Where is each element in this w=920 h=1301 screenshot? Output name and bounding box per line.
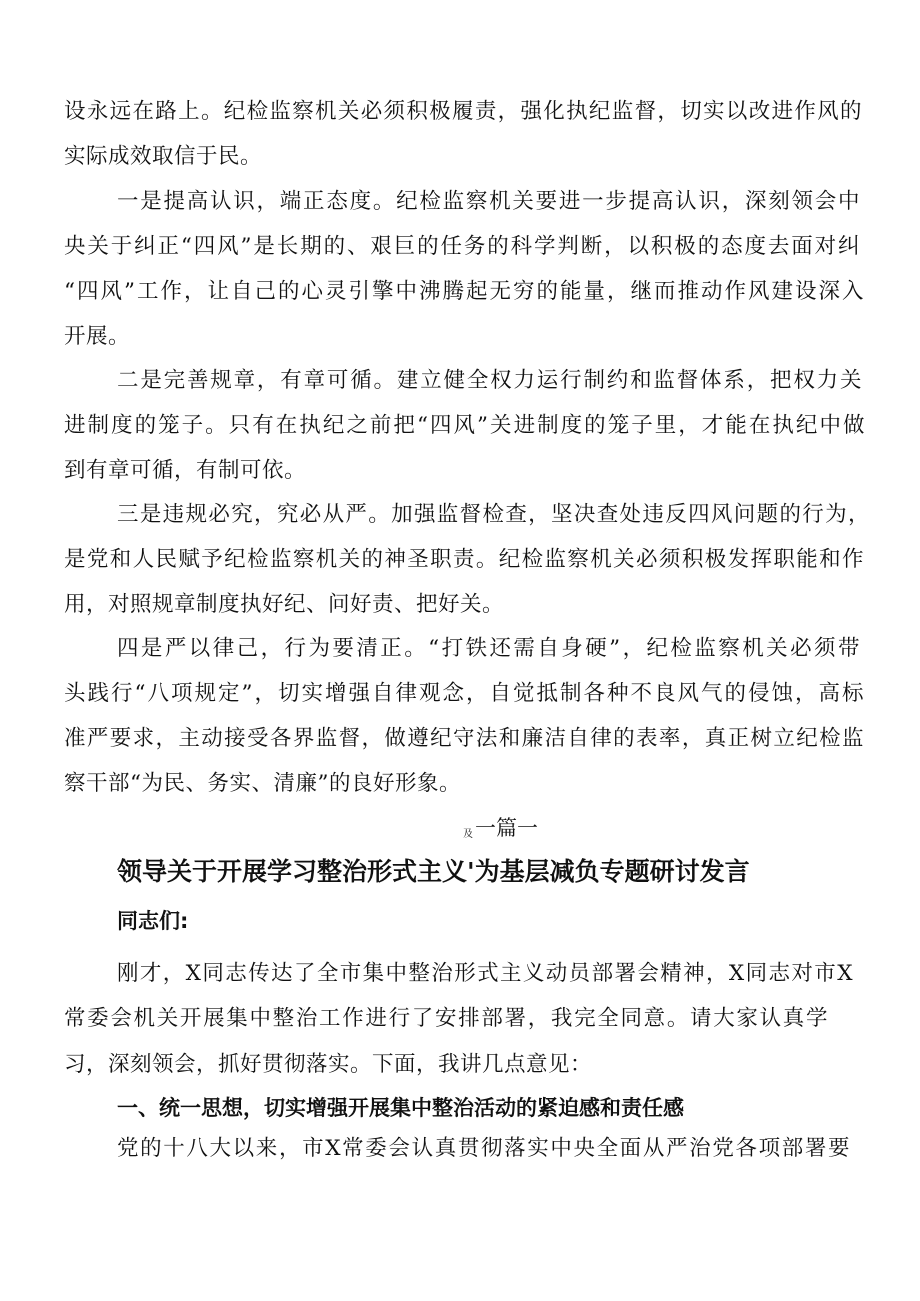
divider-label: 一篇一 xyxy=(475,816,538,840)
text-line: 习，深刻领会，抓好贯彻落实。下面，我讲几点意见： xyxy=(64,1052,593,1077)
text-line: 四是严以律己，行为要清正。“打铁还需自身硬”，纪检监察机关必须带 xyxy=(117,636,860,661)
text-line: 头践行“八项规定”，切实增强自律观念，自觉抵制各种不良风气的侵蚀，高标 xyxy=(64,681,864,706)
text-line: 到有章可循，有制可依。 xyxy=(64,458,307,483)
section-divider xyxy=(463,813,538,850)
text-line: 央关于纠正“四风”是长期的、艰巨的任务的科学判断，以积极的态度去面对纠 xyxy=(64,234,860,259)
text-line: 二是完善规章，有章可循。建立健全权力运行制约和监督体系，把权力关 xyxy=(117,368,862,393)
section-subheading: 一、统一思想，切实增强开展集中整治活动的紧迫感和责任感 xyxy=(117,1096,684,1120)
text-line: 实际成效取信于民。 xyxy=(64,144,263,169)
text-line: 一是提高认识，端正态度。纪检监察机关要进一步提高认识，深刻领会中 xyxy=(117,189,860,214)
text-line: 刚才，X同志传达了全市集中整治形式主义动员部署会精神，X同志对市X xyxy=(117,961,853,986)
text-line: 党的十八大以来，市X常委会认真贯彻落实中央全面从严治党各项部署要 xyxy=(117,1136,850,1161)
text-line: 常委会机关开展集中整治工作进行了安排部署，我完全同意。请大家认真学 xyxy=(64,1006,828,1031)
text-line: 用，对照规章制度执好纪、问好责、把好关。 xyxy=(64,592,505,617)
text-line: 开展。 xyxy=(64,324,131,349)
text-line: 是党和人民赋予纪检监察机关的神圣职责。纪检监察机关必须积极发挥职能和作 xyxy=(64,547,864,572)
article-title: 领导关于开展学习整治形式主义'为基层减负专题研讨发言 xyxy=(117,857,750,886)
text-line: 准严要求，主动接受各界监督，做遵纪守法和廉洁自律的表率，真正树立纪检监 xyxy=(64,726,864,751)
salutation: 同志们: xyxy=(117,909,189,933)
text-line: 三是违规必究，究必从严。加强监督检查，坚决查处违反四风问题的行为， xyxy=(117,502,870,527)
text-line: 进制度的笼子。只有在执纪之前把“四风”关进制度的笼子里，才能在执纪中做 xyxy=(64,413,865,438)
text-line: “四风”工作，让自己的心灵引擎中沸腾起无穷的能量，继而推动作风建设深入 xyxy=(64,279,864,304)
text-line: 设永远在路上。纪检监察机关必须积极履责，强化执纪监督，切实以改进作风的 xyxy=(64,99,862,124)
divider-prefix: 及 xyxy=(463,829,473,840)
text-line: 察干部“为民、务实、清廉”的良好形象。 xyxy=(64,771,461,796)
